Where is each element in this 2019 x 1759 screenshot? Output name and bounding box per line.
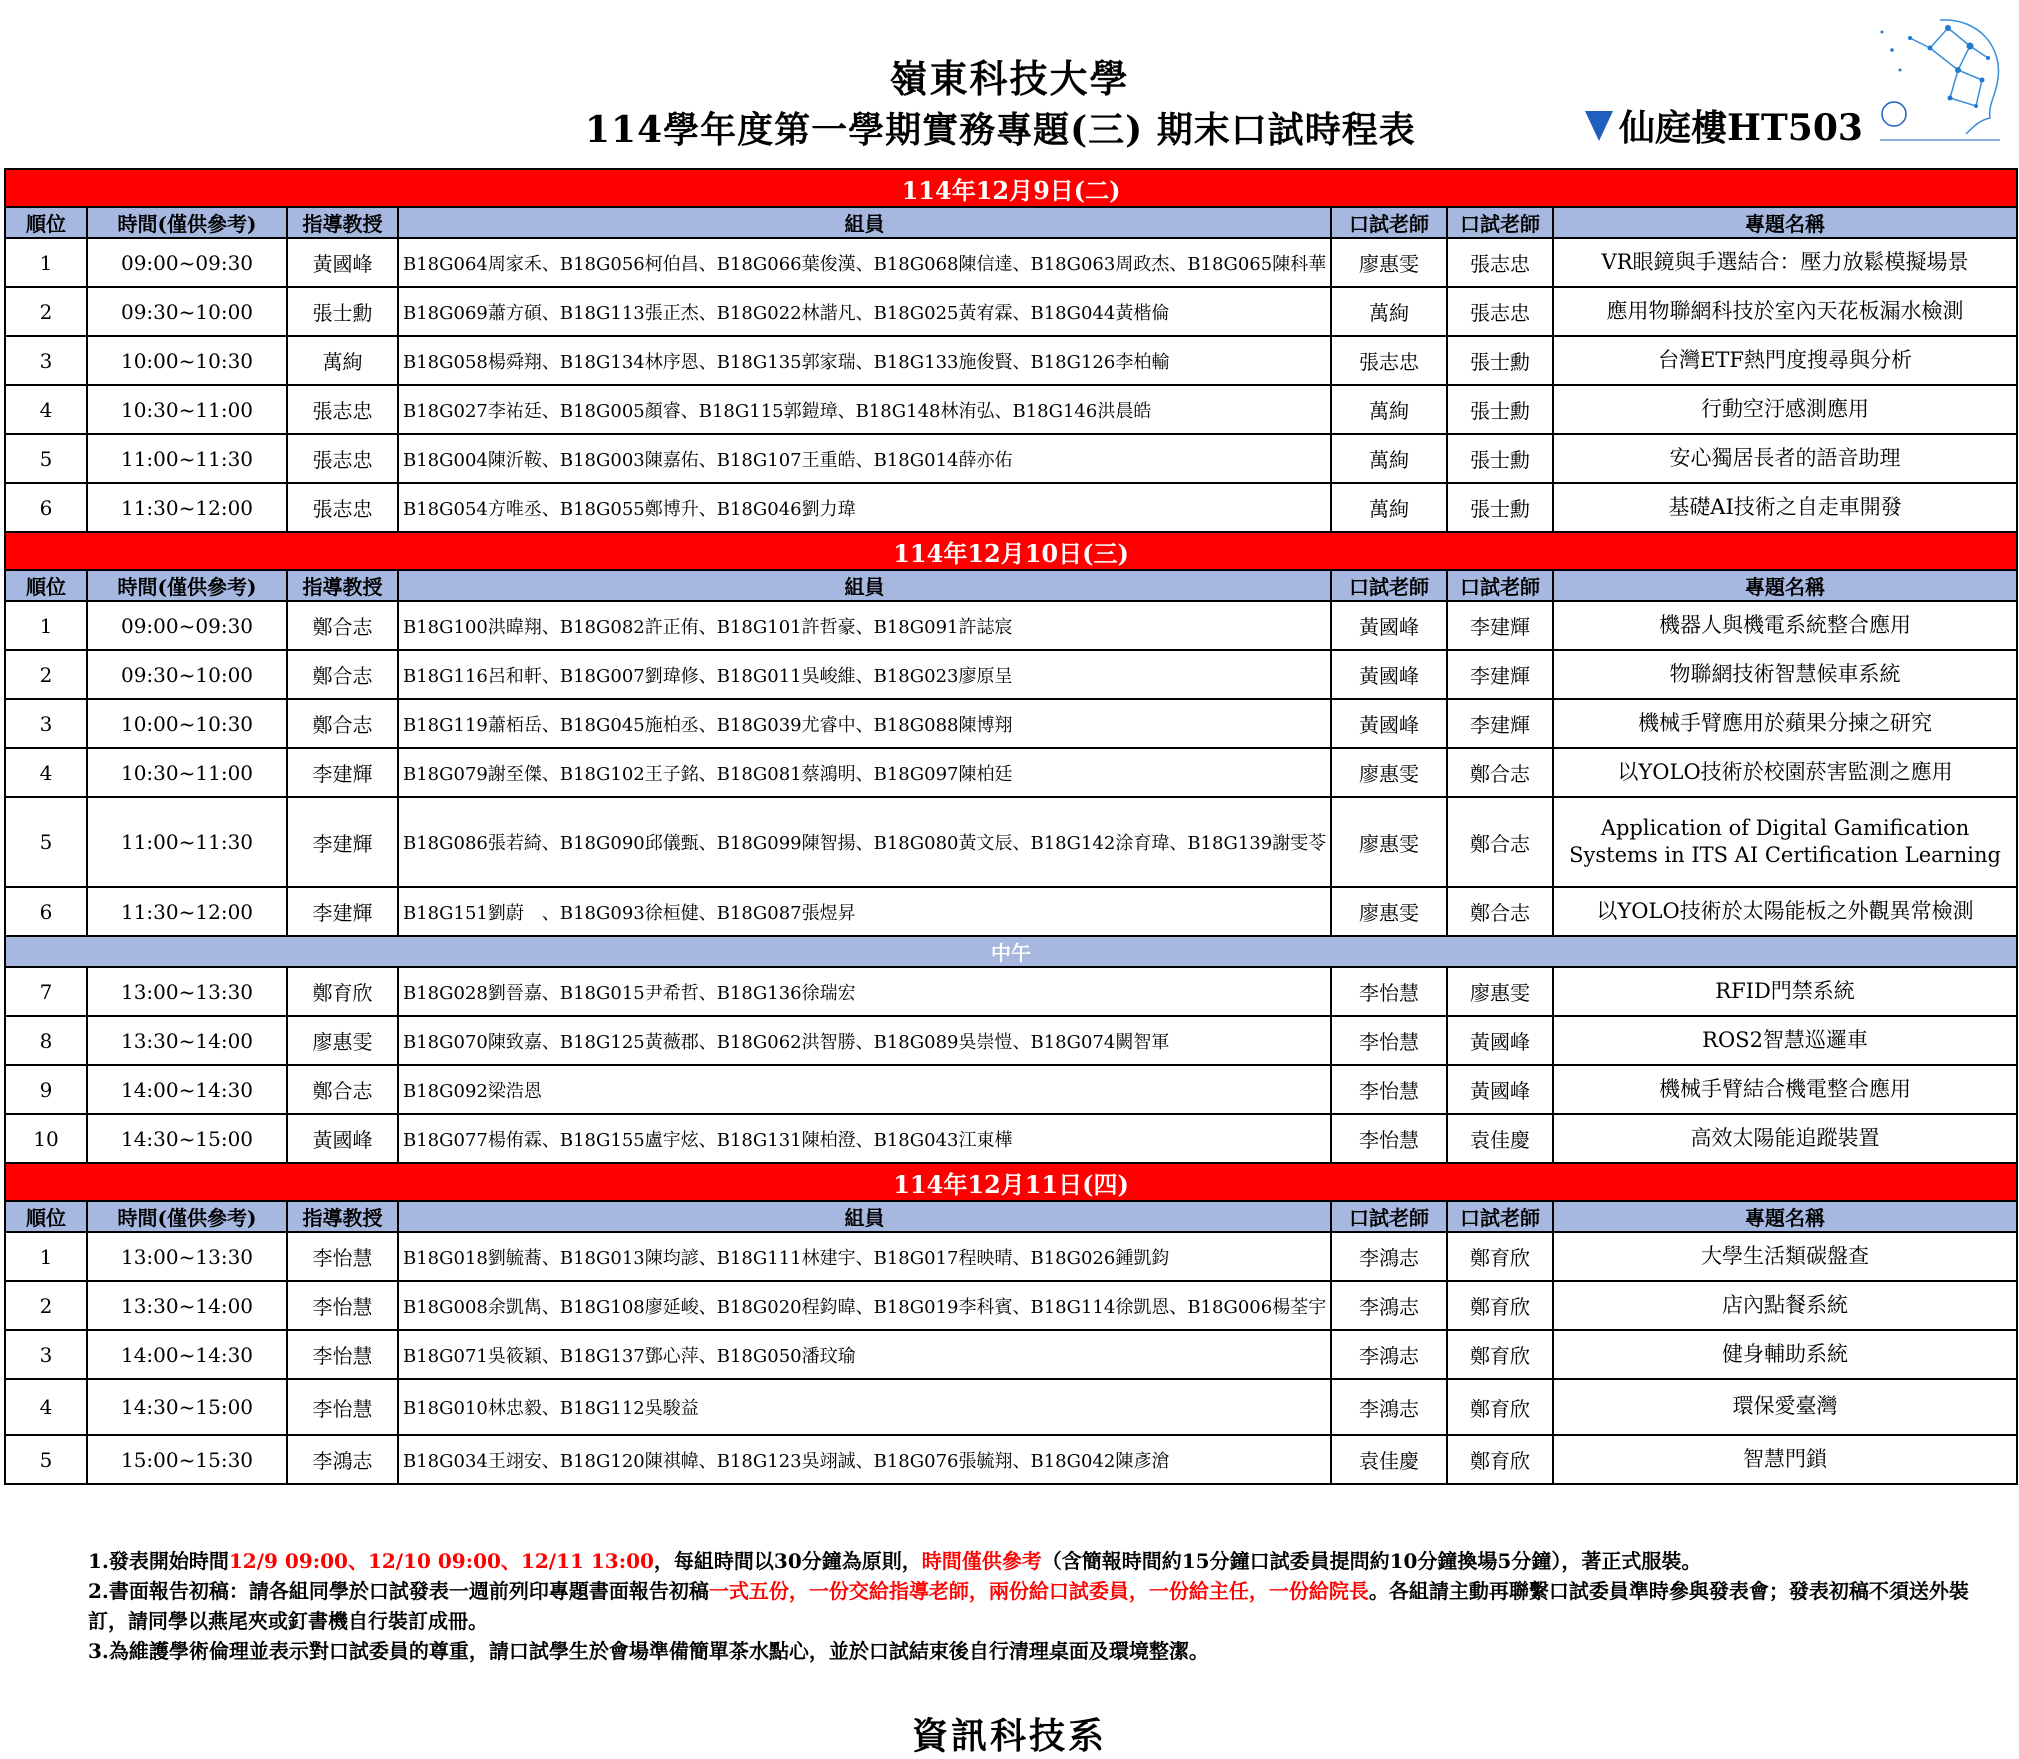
advisor-cell: 李怡慧 [287, 1330, 398, 1379]
table-row [5, 797, 2017, 887]
examiner-2-cell: 黃國峰 [1447, 1016, 1553, 1065]
examiner-1-cell: 李怡慧 [1331, 1065, 1447, 1114]
notes-section [88, 1546, 2008, 1666]
schedule-table [4, 168, 2018, 1485]
time-cell: 13:00~13:30 [87, 967, 287, 1016]
time-cell: 13:30~14:00 [87, 1016, 287, 1065]
time-cell: 13:30~14:00 [87, 1281, 287, 1330]
column-header-row [5, 1201, 2017, 1232]
time-cell: 14:30~15:00 [87, 1379, 287, 1435]
lunch-label: 中午 [5, 936, 2017, 967]
members-cell: B18G119蕭栢岳、B18G045施柏丞、B18G039尤睿中、B18G088陳博翔 [398, 699, 1331, 748]
column-header: 專題名稱 [1553, 207, 2017, 238]
note-2-text-2: 。各組請主動再聯繫口試委員準時參與發表會；發表初稿不須送外裝訂，請同學以燕尾夾或釘書機自行裝訂成冊。 [88, 1579, 1969, 1633]
topic-cell: 智慧門鎖 [1553, 1435, 2017, 1484]
table-row [5, 483, 2017, 532]
examiner-2-cell: 張士勳 [1447, 434, 1553, 483]
table-row [5, 887, 2017, 936]
time-cell: 09:30~10:00 [87, 650, 287, 699]
note-2-text: 2.書面報告初稿：請各組同學於口試發表一週前列印專題書面報告初稿 [88, 1579, 709, 1603]
day-header-row [5, 532, 2017, 570]
examiner-1-cell: 袁佳慶 [1331, 1435, 1447, 1484]
note-1-text: 1.發表開始時間 [88, 1549, 229, 1573]
order-cell: 5 [5, 797, 87, 887]
column-header: 專題名稱 [1553, 1201, 2017, 1232]
table-row [5, 238, 2017, 287]
table-row [5, 601, 2017, 650]
topic-cell: 以YOLO技術於太陽能板之外觀異常檢測 [1553, 887, 2017, 936]
examiner-2-cell: 李建輝 [1447, 650, 1553, 699]
note-1 [88, 1546, 2008, 1576]
day-header-row [5, 169, 2017, 207]
order-cell: 7 [5, 967, 87, 1016]
column-header: 時間(僅供參考) [87, 1201, 287, 1232]
advisor-cell: 張士勳 [287, 287, 398, 336]
column-header: 順位 [5, 207, 87, 238]
examiner-1-cell: 廖惠雯 [1331, 887, 1447, 936]
examiner-1-cell: 李怡慧 [1331, 1016, 1447, 1065]
order-cell: 2 [5, 1281, 87, 1330]
examiner-2-cell: 鄭育欣 [1447, 1379, 1553, 1435]
examiner-1-cell: 廖惠雯 [1331, 238, 1447, 287]
schedule-title: 114學年度第一學期實務專題(三) 期末口試時程表 [585, 109, 1416, 151]
examiner-1-cell: 李鴻志 [1331, 1232, 1447, 1281]
time-cell: 11:30~12:00 [87, 887, 287, 936]
topic-cell: 環保愛臺灣 [1553, 1379, 2017, 1435]
members-cell: B18G116呂和軒、B18G007劉瑋修、B18G011吳峻維、B18G023廖原呈 [398, 650, 1331, 699]
column-header: 口試老師 [1331, 1201, 1447, 1232]
time-cell: 15:00~15:30 [87, 1435, 287, 1484]
examiner-2-cell: 張士勳 [1447, 385, 1553, 434]
examiner-2-cell: 張志忠 [1447, 238, 1553, 287]
members-cell: B18G058楊舜翔、B18G134林序恩、B18G135郭家瑞、B18G133施俊賢、B18G126李柏輸 [398, 336, 1331, 385]
column-header: 口試老師 [1331, 570, 1447, 601]
day-date: 114年12月11日(四) [5, 1163, 2017, 1201]
examiner-1-cell: 萬絢 [1331, 287, 1447, 336]
examiner-1-cell: 萬絢 [1331, 385, 1447, 434]
note-1-reference: 時間僅供參考 [921, 1549, 1042, 1573]
time-cell: 13:00~13:30 [87, 1232, 287, 1281]
topic-cell: VR眼鏡與手選結合：壓力放鬆模擬場景 [1553, 238, 2017, 287]
advisor-cell: 鄭合志 [287, 601, 398, 650]
time-cell: 14:30~15:00 [87, 1114, 287, 1163]
topic-cell: 機械手臂應用於蘋果分揀之研究 [1553, 699, 2017, 748]
examiner-1-cell: 李鴻志 [1331, 1281, 1447, 1330]
members-cell: B18G008余凱雋、B18G108廖延峻、B18G020程鈞暐、B18G019李科賓、B18G114徐凱恩、B18G006楊荃宇 [398, 1281, 1331, 1330]
examiner-1-cell: 黃國峰 [1331, 601, 1447, 650]
advisor-cell: 李鴻志 [287, 1435, 398, 1484]
topic-cell: 機器人與機電系統整合應用 [1553, 601, 2017, 650]
topic-cell: 行動空汙感測應用 [1553, 385, 2017, 434]
advisor-cell: 黃國峰 [287, 1114, 398, 1163]
examiner-1-cell: 李鴻志 [1331, 1379, 1447, 1435]
note-2 [88, 1576, 2008, 1636]
table-row [5, 650, 2017, 699]
table-row [5, 1016, 2017, 1065]
column-header-row [5, 570, 2017, 601]
examiner-2-cell: 李建輝 [1447, 699, 1553, 748]
order-cell: 4 [5, 748, 87, 797]
topic-cell: 以YOLO技術於校園菸害監測之應用 [1553, 748, 2017, 797]
column-header: 順位 [5, 1201, 87, 1232]
order-cell: 8 [5, 1016, 87, 1065]
advisor-cell: 鄭合志 [287, 1065, 398, 1114]
examiner-2-cell: 鄭合志 [1447, 748, 1553, 797]
examiner-2-cell: 鄭育欣 [1447, 1330, 1553, 1379]
order-cell: 1 [5, 1232, 87, 1281]
members-cell: B18G027李祐廷、B18G005顏睿、B18G115郭鎧璋、B18G148林洧弘、B18G146洪晨皓 [398, 385, 1331, 434]
topic-cell: 高效太陽能追蹤裝置 [1553, 1114, 2017, 1163]
members-cell: B18G054方唯丞、B18G055鄭博升、B18G046劉力瑋 [398, 483, 1331, 532]
examiner-2-cell: 張士勳 [1447, 336, 1553, 385]
lunch-row [5, 936, 2017, 967]
members-cell: B18G100洪暐翔、B18G082許正侑、B18G101許哲豪、B18G091許誌宸 [398, 601, 1331, 650]
note-1-times: 12/9 09:00、12/10 09:00、12/11 13:00 [228, 1549, 654, 1573]
order-cell: 4 [5, 385, 87, 434]
topic-cell: 店內點餐系統 [1553, 1281, 2017, 1330]
table-row [5, 385, 2017, 434]
order-cell: 5 [5, 1435, 87, 1484]
column-header-row [5, 207, 2017, 238]
day-header-row [5, 1163, 2017, 1201]
table-row [5, 967, 2017, 1016]
time-cell: 10:00~10:30 [87, 699, 287, 748]
table-row [5, 1330, 2017, 1379]
note-1-text-2: ，每組時間以30分鐘為原則， [653, 1549, 922, 1573]
table-row [5, 1379, 2017, 1435]
topic-cell: RFID門禁系統 [1553, 967, 2017, 1016]
examiner-2-cell: 鄭育欣 [1447, 1281, 1553, 1330]
page-header [0, 0, 2019, 168]
examiner-1-cell: 張志忠 [1331, 336, 1447, 385]
column-header: 指導教授 [287, 1201, 398, 1232]
members-cell: B18G028劉晉嘉、B18G015尹希哲、B18G136徐瑞宏 [398, 967, 1331, 1016]
examiner-1-cell: 黃國峰 [1331, 650, 1447, 699]
examiner-2-cell: 廖惠雯 [1447, 967, 1553, 1016]
advisor-cell: 黃國峰 [287, 238, 398, 287]
advisor-cell: 李怡慧 [287, 1379, 398, 1435]
members-cell: B18G077楊侑霖、B18G155盧宇炫、B18G131陳柏澄、B18G043江東樺 [398, 1114, 1331, 1163]
advisor-cell: 鄭合志 [287, 699, 398, 748]
time-cell: 09:30~10:00 [87, 287, 287, 336]
topic-cell: 大學生活類碳盤查 [1553, 1232, 2017, 1281]
examiner-2-cell: 鄭育欣 [1447, 1232, 1553, 1281]
down-triangle-icon [1585, 111, 1613, 141]
examiner-2-cell: 李建輝 [1447, 601, 1553, 650]
topic-cell: 台灣ETF熱門度搜尋與分析 [1553, 336, 2017, 385]
note-2-copies: 一式五份，一份交給指導老師，兩份給口試委員，一份給主任，一份給院長 [708, 1579, 1369, 1603]
order-cell: 5 [5, 434, 87, 483]
order-cell: 3 [5, 336, 87, 385]
advisor-cell: 廖惠雯 [287, 1016, 398, 1065]
order-cell: 10 [5, 1114, 87, 1163]
advisor-cell: 萬絢 [287, 336, 398, 385]
location-label [1585, 100, 1863, 151]
examiner-2-cell: 袁佳慶 [1447, 1114, 1553, 1163]
table-row [5, 1114, 2017, 1163]
column-header: 口試老師 [1447, 570, 1553, 601]
table-row [5, 748, 2017, 797]
examiner-1-cell: 黃國峰 [1331, 699, 1447, 748]
column-header: 口試老師 [1331, 207, 1447, 238]
advisor-cell: 李建輝 [287, 748, 398, 797]
department-footer: 資訊科技系 [911, 1715, 1107, 1757]
topic-cell: ROS2智慧巡邏車 [1553, 1016, 2017, 1065]
members-cell: B18G034王翊安、B18G120陳祺幃、B18G123吳翊誠、B18G076張毓翔、B18G042陳彥滄 [398, 1435, 1331, 1484]
time-cell: 14:00~14:30 [87, 1065, 287, 1114]
examiner-1-cell: 廖惠雯 [1331, 748, 1447, 797]
time-cell: 09:00~09:30 [87, 601, 287, 650]
time-cell: 09:00~09:30 [87, 238, 287, 287]
order-cell: 1 [5, 238, 87, 287]
examiner-2-cell: 鄭合志 [1447, 887, 1553, 936]
advisor-cell: 張志忠 [287, 434, 398, 483]
column-header: 專題名稱 [1553, 570, 2017, 601]
table-row [5, 1232, 2017, 1281]
examiner-2-cell: 張士勳 [1447, 483, 1553, 532]
examiner-1-cell: 廖惠雯 [1331, 797, 1447, 887]
topic-cell: 健身輔助系統 [1553, 1330, 2017, 1379]
advisor-cell: 李建輝 [287, 887, 398, 936]
university-name: 嶺東科技大學 [889, 56, 1130, 101]
members-cell: B18G018劉毓蕎、B18G013陳均諺、B18G111林建宇、B18G017程映晴、B18G026鍾凱鈞 [398, 1232, 1331, 1281]
examiner-2-cell: 黃國峰 [1447, 1065, 1553, 1114]
table-row [5, 1435, 2017, 1484]
advisor-cell: 張志忠 [287, 483, 398, 532]
advisor-cell: 李怡慧 [287, 1232, 398, 1281]
schedule-body [5, 169, 2017, 1484]
order-cell: 3 [5, 1330, 87, 1379]
day-date: 114年12月10日(三) [5, 532, 2017, 570]
note-1-text-3: （含簡報時間約15分鐘口試委員提問約10分鐘換場5分鐘），著正式服裝。 [1041, 1549, 1702, 1573]
members-cell: B18G004陳沂鞍、B18G003陳嘉佑、B18G107王重皓、B18G014薛亦佑 [398, 434, 1331, 483]
topic-cell: 基礎AI技術之自走車開發 [1553, 483, 2017, 532]
examiner-1-cell: 李怡慧 [1331, 967, 1447, 1016]
topic-cell: 應用物聯網科技於室內天花板漏水檢測 [1553, 287, 2017, 336]
order-cell: 6 [5, 887, 87, 936]
order-cell: 4 [5, 1379, 87, 1435]
members-cell: B18G010林忠毅、B18G112吳駿益 [398, 1379, 1331, 1435]
advisor-cell: 張志忠 [287, 385, 398, 434]
advisor-cell: 李建輝 [287, 797, 398, 887]
topic-cell: Application of Digital Gamification Systems in ITS AI Certification Learning [1553, 797, 2017, 887]
time-cell: 10:30~11:00 [87, 385, 287, 434]
members-cell: B18G092梁浩恩 [398, 1065, 1331, 1114]
examiner-2-cell: 鄭育欣 [1447, 1435, 1553, 1484]
time-cell: 11:00~11:30 [87, 434, 287, 483]
order-cell: 6 [5, 483, 87, 532]
topic-cell: 機械手臂結合機電整合應用 [1553, 1065, 2017, 1114]
order-cell: 2 [5, 287, 87, 336]
column-header: 時間(僅供參考) [87, 207, 287, 238]
members-cell: B18G151劉蔚 、B18G093徐桓健、B18G087張煜昇 [398, 887, 1331, 936]
examiner-2-cell: 鄭合志 [1447, 797, 1553, 887]
advisor-cell: 鄭育欣 [287, 967, 398, 1016]
column-header: 順位 [5, 570, 87, 601]
topic-cell: 物聯網技術智慧候車系統 [1553, 650, 2017, 699]
table-row [5, 1281, 2017, 1330]
table-row [5, 434, 2017, 483]
day-date: 114年12月9日(二) [5, 169, 2017, 207]
examiner-2-cell: 張志忠 [1447, 287, 1553, 336]
examiner-1-cell: 萬絢 [1331, 434, 1447, 483]
department-logo [1870, 8, 2010, 148]
order-cell: 9 [5, 1065, 87, 1114]
advisor-cell: 李怡慧 [287, 1281, 398, 1330]
location-text: 仙庭樓HT503 [1619, 107, 1863, 149]
note-3: 3.為維護學術倫理並表示對口試委員的尊重，請口試學生於會場準備簡單茶水點心，並於口試結束後自行清理桌面及環境整潔。 [88, 1639, 1209, 1663]
table-row [5, 1065, 2017, 1114]
order-cell: 2 [5, 650, 87, 699]
members-cell: B18G079謝至傑、B18G102王子銘、B18G081蔡鴻明、B18G097陳柏廷 [398, 748, 1331, 797]
time-cell: 10:00~10:30 [87, 336, 287, 385]
table-row [5, 699, 2017, 748]
topic-cell: 安心獨居長者的語音助理 [1553, 434, 2017, 483]
column-header: 指導教授 [287, 570, 398, 601]
order-cell: 1 [5, 601, 87, 650]
time-cell: 10:30~11:00 [87, 748, 287, 797]
column-header: 時間(僅供參考) [87, 570, 287, 601]
column-header: 組員 [398, 570, 1331, 601]
time-cell: 14:00~14:30 [87, 1330, 287, 1379]
column-header: 組員 [398, 207, 1331, 238]
members-cell: B18G071吳筱穎、B18G137鄧心萍、B18G050潘玟瑜 [398, 1330, 1331, 1379]
members-cell: B18G070陳致嘉、B18G125黃薇郡、B18G062洪智勝、B18G089吳崇愷、B18G074闕智軍 [398, 1016, 1331, 1065]
time-cell: 11:00~11:30 [87, 797, 287, 887]
members-cell: B18G069蕭方碩、B18G113張正杰、B18G022林諧凡、B18G025黃宥霖、B18G044黃楷倫 [398, 287, 1331, 336]
column-header: 組員 [398, 1201, 1331, 1232]
examiner-1-cell: 李鴻志 [1331, 1330, 1447, 1379]
examiner-1-cell: 李怡慧 [1331, 1114, 1447, 1163]
table-row [5, 336, 2017, 385]
order-cell: 3 [5, 699, 87, 748]
column-header: 口試老師 [1447, 207, 1553, 238]
column-header: 口試老師 [1447, 1201, 1553, 1232]
advisor-cell: 鄭合志 [287, 650, 398, 699]
examiner-1-cell: 萬絢 [1331, 483, 1447, 532]
table-row [5, 287, 2017, 336]
members-cell: B18G086張若綺、B18G090邱儀甄、B18G099陳智揚、B18G080黃文辰、B18G142涂育瑋、B18G139謝雯苓 [398, 797, 1331, 887]
column-header: 指導教授 [287, 207, 398, 238]
time-cell: 11:30~12:00 [87, 483, 287, 532]
members-cell: B18G064周家禾、B18G056柯伯昌、B18G066葉俊漢、B18G068陳信達、B18G063周政杰、B18G065陳科華 [398, 238, 1331, 287]
